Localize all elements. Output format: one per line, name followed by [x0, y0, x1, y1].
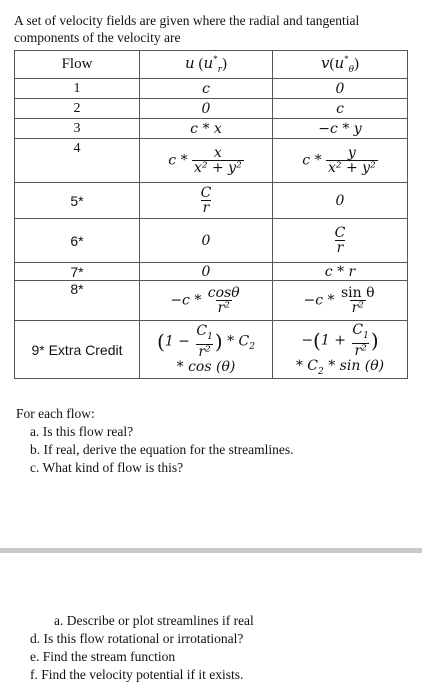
question-e: e. Find the stream function: [30, 649, 176, 664]
u-cell: c: [140, 79, 273, 99]
u-cell: (1 − $\frac{C_1}{\text{r²}}$ ) * $C_2$ * cos (θ): [140, 321, 273, 379]
question-b: b. If real, derive the equation for the streamlines.: [30, 442, 294, 457]
header-u: u $(u^*_r)$: [140, 51, 273, 79]
velocity-fields-table: [14, 50, 408, 379]
question-f: f. Find the velocity potential if it exists.: [30, 667, 244, 682]
u-cell: 0: [140, 219, 273, 263]
flow-number: 8*: [15, 281, 140, 321]
intro-text: A set of velocity fields are given where the radial and tangential components of the velocity are: [14, 13, 360, 45]
v-cell: −c * $\frac{\text{sin θ}}{\text{r²}}$: [273, 281, 408, 321]
question-a-plot: a. Describe or plot streamlines if real: [54, 613, 254, 628]
table-row: [15, 183, 408, 219]
u-cell: 0: [140, 263, 273, 281]
table-row: [15, 79, 408, 99]
v-cell: −(1 + $\frac{C_1}{\text{r²}}$ ) * $C_2$ * sin (θ): [273, 321, 408, 379]
separator-bar: [0, 548, 422, 553]
header-flow: Flow: [15, 51, 140, 79]
v-cell: −c * y: [273, 119, 408, 139]
v-cell: $\frac{C}{r}$: [273, 219, 408, 263]
table-row: [15, 281, 408, 321]
questions-more-block: [30, 612, 410, 684]
v-cell: 0: [273, 183, 408, 219]
v-cell: 0: [273, 79, 408, 99]
question-a: a. Is this flow real?: [30, 424, 134, 439]
questions-block: [16, 405, 416, 477]
v-cell: c: [273, 99, 408, 119]
flow-number: 5*: [15, 183, 140, 219]
table-row: [15, 139, 408, 183]
u-cell: c * x: [140, 119, 273, 139]
v-cell: c * r: [273, 263, 408, 281]
table-row: [15, 99, 408, 119]
flow-number: 7*: [15, 263, 140, 281]
question-d: d. Is this flow rotational or irrotational?: [30, 631, 244, 646]
questions-intro: For each flow:: [16, 406, 95, 421]
table-row: [15, 321, 408, 379]
u-cell: 0: [140, 99, 273, 119]
v-cell: c * $\frac{y}{\text{x² + y²}}$: [273, 139, 408, 183]
u-cell: −c * $\frac{\cos\theta}{\text{r²}}$: [140, 281, 273, 321]
table-row: [15, 263, 408, 281]
flow-number: 6*: [15, 219, 140, 263]
flow-number: 1: [15, 79, 140, 99]
flow-number: 2: [15, 99, 140, 119]
header-v: $v(u^*_\theta)$: [273, 51, 408, 79]
u-cell: $\frac{C}{r}$: [140, 183, 273, 219]
flow-number: 4: [15, 139, 140, 183]
flow-number: 3: [15, 119, 140, 139]
table-row: [15, 219, 408, 263]
question-c: c. What kind of flow is this?: [30, 460, 184, 475]
u-cell: c * $\frac{x}{\text{x² + y²}}$: [140, 139, 273, 183]
flow-number: 9* Extra Credit: [15, 321, 140, 379]
table-header-row: [15, 51, 408, 79]
table-row: [15, 119, 408, 139]
